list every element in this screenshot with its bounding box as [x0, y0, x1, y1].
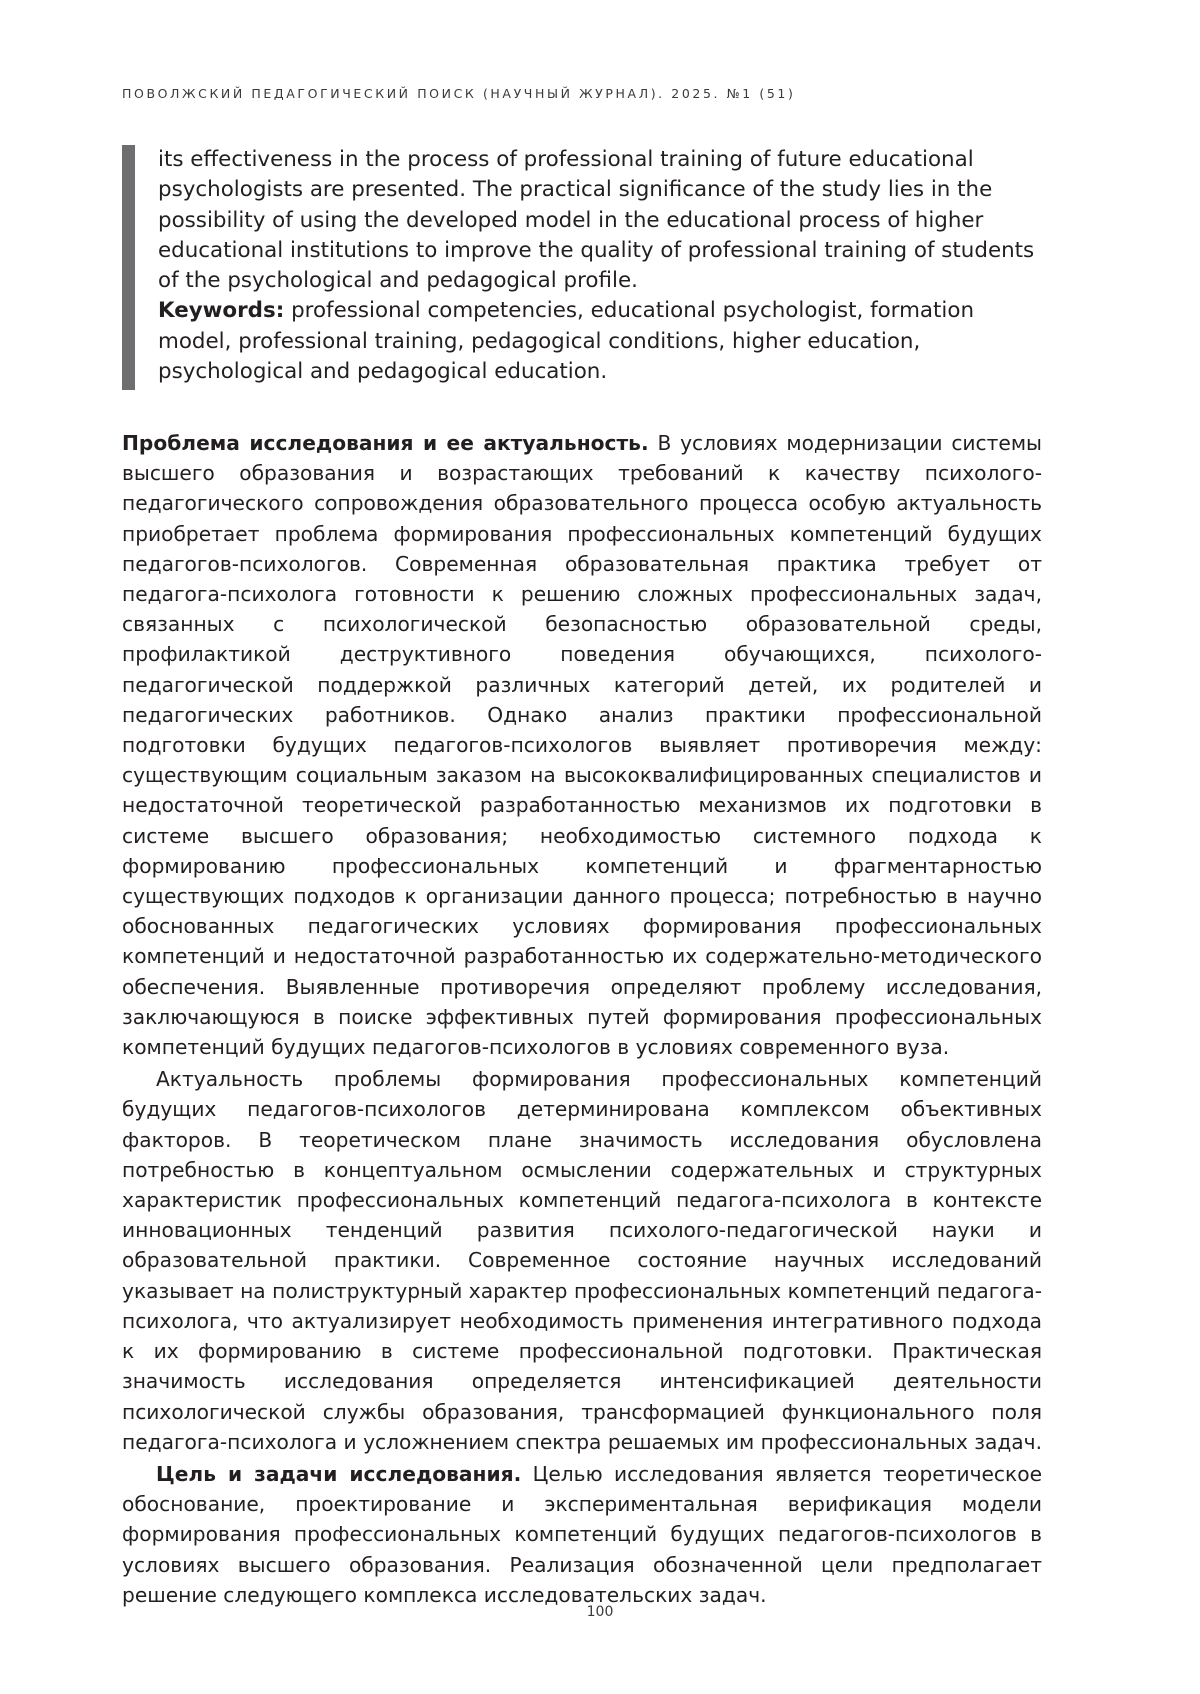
keywords-paragraph — [158, 296, 1042, 387]
section-heading-problem: Проблема исследования и ее актуальность. — [122, 431, 649, 455]
paragraph-goal-text: Целью исследования является теоретическое обоснование, проектирование и экспериментальная верификация модели формирования профессиональных компетенций будущих педагогов-психологов в условиях высшего образования. Реализация обозначенной цели предполагает решение следующего комплекса исследовательских задач. — [122, 1461, 1042, 1607]
abstract-side-bar — [122, 145, 135, 390]
abstract-block — [122, 145, 1042, 390]
running-header: ПОВОЛЖСКИЙ ПЕДАГОГИЧЕСКИЙ ПОИСК (НАУЧНЫЙ ЖУРНАЛ). 2025. №1 (51) — [122, 86, 796, 101]
paragraph-problem — [122, 428, 1042, 1062]
abstract-continuation: its effectiveness in the process of professional training of future educational psychologists are presented. The practical significance of the study lies in the possibility of using the developed model in the educational process of higher educational institutions to improve the quality of professional training of students of the psychological and pedagogical profile. — [158, 147, 1035, 294]
paragraph-goal — [122, 1459, 1042, 1610]
keywords-text: professional competencies, educational psychologist, formation model, professional training, pedagogical conditions, higher education, psychological and pedagogical education. — [158, 298, 975, 385]
page-number: 100 — [586, 1604, 614, 1620]
paragraph-problem-text: В условиях модернизации системы высшего образования и возрастающих требований к качеству психолого-педагогического сопровождения образовательного процесса особую актуальность приобретает проблема формирования профессиональных компетенций будущих педагогов-психологов. Современная образовательная практика требует от педагога-психолога готовности к решению сложных профессиональных задач, связанных с психологической безопасностью образовательной среды, профилактикой деструктивного поведения обучающихся, психолого-педагогической поддержкой различных категорий детей, их родителей и педагогических работников. Однако анализ практики профессиональной подготовки будущих педагогов-психологов выявляет противоречия между: существующим социальным заказом на высококвалифицированных специалистов и недостаточной теоретической разработанностью механизмов их подготовки в системе высшего образования; необходимостью системного подхода к формированию профессиональных компетенций и фрагментарностью существующих подходов к организации данного процесса; потребностью в научно обоснованных педагогических условиях формирования профессиональных компетенций и недостаточной разработанностью их содержательно-методического обеспечения. Выявленные противоречия определяют проблему исследования, заключающуюся в поиске эффективных путей формирования профессиональных компетенций будущих педагогов-психологов в условиях современного вуза. — [122, 431, 1042, 1060]
abstract-text — [158, 145, 1042, 387]
keywords-label: Keywords: — [158, 298, 285, 324]
section-heading-goal: Цель и задачи исследования. — [156, 1461, 522, 1486]
article-body — [122, 428, 1042, 1612]
paragraph-relevance: Актуальность проблемы формирования профессиональных компетенций будущих педагогов-психологов детерминирована комплексом объективных факторов. В теоретическом плане значимость исследования обусловлена потребностью в концептуальном осмыслении содержательных и структурных характеристик профессиональных компетенций педагога-психолога в контексте инновационных тенденций развития психолого-педагогической науки и образовательной практики. Современное состояние научных исследований указывает на полиструктурный характер профессиональных компетенций педагога-психолога, что актуализирует необходимость применения интегративного подхода к их формированию в системе профессиональной подготовки. Практическая значимость исследования определяется интенсификацией деятельности психологической службы образования, трансформацией функционального поля педагога-психолога и усложнением спектра решаемых им профессиональных задач. — [122, 1067, 1042, 1454]
